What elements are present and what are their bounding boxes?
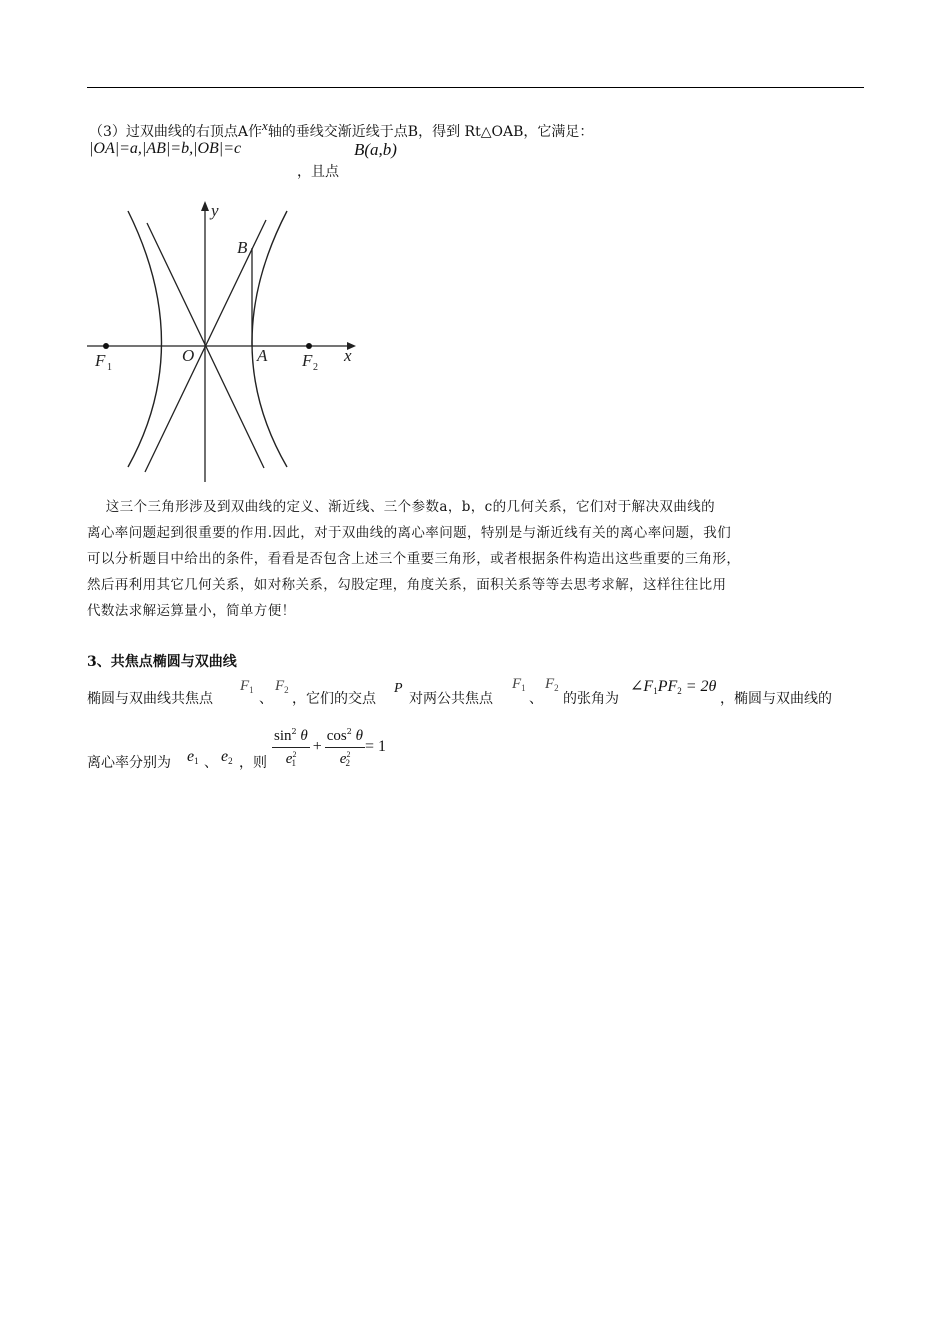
item3-text-a: （3）过双曲线的右顶点A作: [89, 124, 263, 140]
sin-fraction: $\frac{\sin^2 \theta}{e^2_1}$: [274, 727, 308, 768]
summary-line: 离心率问题起到很重要的作用.因此，对于双曲线的离心率问题，特别是与渐近线有关的离心率问题，我们: [87, 525, 732, 541]
hyperbola-left-branch: [128, 211, 162, 467]
summary-line: 代数法求解运算量小，简单方便！: [87, 603, 296, 619]
s3-text-1: 椭圆与双曲线共焦点: [87, 691, 213, 707]
s3-text-7: ，则: [239, 755, 267, 771]
focus-f2-inline: $F_2$: [275, 678, 289, 695]
s3-text-6: 离心率分别为: [87, 755, 171, 771]
label-f1-sub: 1: [107, 362, 112, 373]
separator-c: 、: [204, 755, 218, 771]
item3-line1: [89, 118, 593, 141]
header-rule: [87, 87, 864, 88]
plus-sign: +: [312, 738, 322, 755]
section-heading: 3、共焦点椭圆与双曲线: [87, 654, 237, 670]
section3-line1: [87, 688, 213, 708]
label-f1: F: [95, 351, 106, 370]
summary-line: 然后再利用其它几何关系，如对称关系，勾股定理，角度关系，面积关系等等去思考求解，这样往往比用: [87, 577, 727, 593]
hyperbola-figure: [82, 195, 372, 490]
summary-line: 这三个三角形涉及到双曲线的定义、渐近线、三个参数a，b，c的几何关系，它们对于解决双曲线的: [87, 499, 716, 515]
point-b-formula: B(a,b): [354, 140, 397, 159]
s3-text-5: ，椭圆与双曲线的: [720, 691, 832, 707]
separator-b: 、: [529, 691, 543, 707]
cos-fraction: $\frac{\cos^2 \theta}{e^2_2}$: [326, 727, 363, 768]
label-a: A: [257, 346, 268, 365]
s3-text-2: ，它们的交点: [292, 691, 376, 707]
label-f2-sub: 2: [313, 362, 318, 373]
focus-f2-point: [306, 343, 312, 349]
label-x: x: [344, 346, 352, 365]
y-axis-arrow: [201, 201, 209, 211]
relation-formula: |OA|=a,|AB|=b,|OB|=c: [89, 140, 242, 157]
summary-line: 可以分析题目中给出的条件，看看是否包含上述三个重要三角形，或者根据条件构造出这些重要的三角形，: [87, 551, 741, 567]
focus-f1-inline: $F_1$: [240, 678, 254, 695]
s3-text-4: 的张角为: [563, 691, 619, 707]
focus-f1-point: [103, 343, 109, 349]
focus-f1-inline-b: $F_1$: [512, 676, 526, 693]
x-variable: x: [262, 118, 268, 133]
e1-inline: $e_1$: [187, 748, 199, 766]
item3-text-b: 轴的垂线交渐近线于点B，得到 Rt△OAB，它满足：: [267, 124, 594, 140]
summary-paragraph: [87, 494, 867, 624]
equals-one: = 1: [364, 738, 387, 755]
item3-tail: ，且点: [297, 164, 339, 180]
label-y: y: [211, 201, 219, 220]
separator: 、: [259, 691, 273, 707]
point-p: P: [394, 681, 403, 696]
label-b: B: [237, 238, 248, 257]
hyperbola-right-branch: [252, 211, 287, 467]
focus-f2-inline-b: $F_2$: [545, 676, 559, 693]
label-o: O: [182, 346, 195, 365]
s3-text-3: 对两公共焦点: [409, 691, 493, 707]
label-f2: F: [302, 351, 313, 370]
angle-formula: $\angle F_1PF_2 = 2\theta$: [630, 678, 717, 696]
eccentricity-identity: [272, 726, 386, 768]
e2-inline: $e_2$: [221, 748, 233, 766]
